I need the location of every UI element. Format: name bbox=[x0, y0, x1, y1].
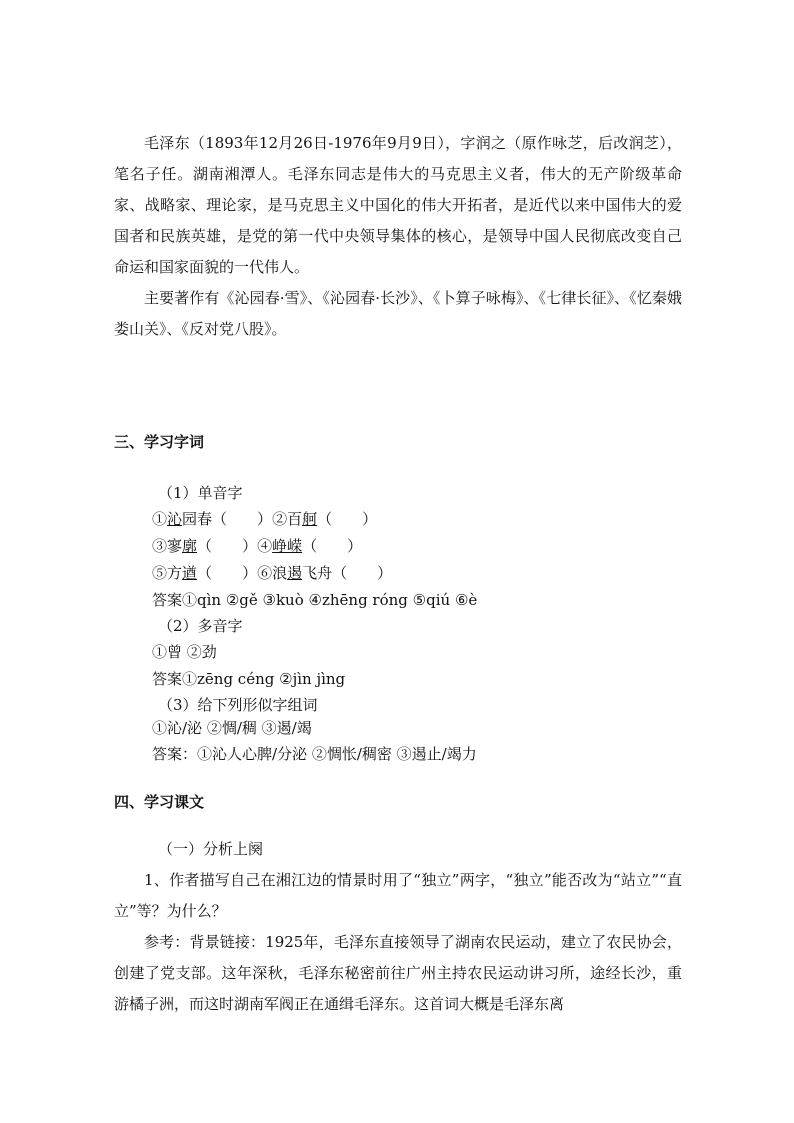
polyphone-title: （2）多音字 bbox=[158, 617, 243, 635]
section4-heading: 四、学习课文 bbox=[114, 793, 205, 811]
vocab-row-2: ③寥廓（ ）④峥嵘（ ） bbox=[152, 537, 363, 555]
similar-chars-title: （3）给下列形似字组词 bbox=[158, 696, 318, 714]
answer-polyphone: 答案①zēng céng ②jìn jìng bbox=[152, 670, 346, 688]
similar-chars-items: ①沁/泌 ②惆/稠 ③遏/竭 bbox=[152, 719, 312, 737]
works-paragraph: 主要著作有《沁园春·雪》、《沁园春·长沙》、《卜算子咏梅》、《七律长征》、《忆秦娥娄山关》、《反对党八股》。 bbox=[114, 289, 682, 338]
biography-paragraph: 毛泽东（1893年12月26日-1976年9月9日），字润之（原作咏芝，后改润芝），笔名子任。湖南湘潭人。毛泽东同志是伟大的马克思主义者，伟大的无产阶级革命家、战略家、理论家，是马克思主义中国化的伟大开拓者，是近代以来中国伟大的爱国者和民族英雄，是党的第一代中央领导集体的核心，是领导中国人民彻底改变自己命运和国家面貌的一代伟人。 bbox=[114, 134, 682, 276]
question-1: 1、作者描写自己在湘江边的情景时用了“独立”两字，“独立”能否改为“站立”“直立”等？为什么？ bbox=[114, 871, 682, 920]
answer-single-sound: 答案①qìn ②gě ③kuò ④zhēng róng ⑤qiú ⑥è bbox=[152, 591, 478, 609]
polyphone-items: ①曾 ②劲 bbox=[152, 643, 217, 661]
reference-answer: 参考：背景链接：1925年，毛泽东直接领导了湖南农民运动，建立了农民协会，创建了党支部。这年深秋，毛泽东秘密前往广州主持农民运动讲习所，途经长沙，重游橘子洲，而这时湖南军阀正在通缉毛泽东。这首词大概是毛泽东离 bbox=[114, 933, 682, 1013]
answer-similar-chars: 答案：①沁人心脾/分泌 ②惆怅/稠密 ③遏止/竭力 bbox=[152, 745, 477, 763]
analysis-subheading: （一）分析上阕 bbox=[158, 840, 264, 858]
vocab-row-1: ①沁园春（ ）②百舸（ ） bbox=[152, 510, 378, 528]
vocab-row-3: ⑤方遒（ ）⑥浪遏飞舟（ ） bbox=[152, 564, 393, 582]
section3-heading: 三、学习字词 bbox=[114, 433, 205, 451]
single-sound-title: （1）单音字 bbox=[158, 484, 243, 502]
